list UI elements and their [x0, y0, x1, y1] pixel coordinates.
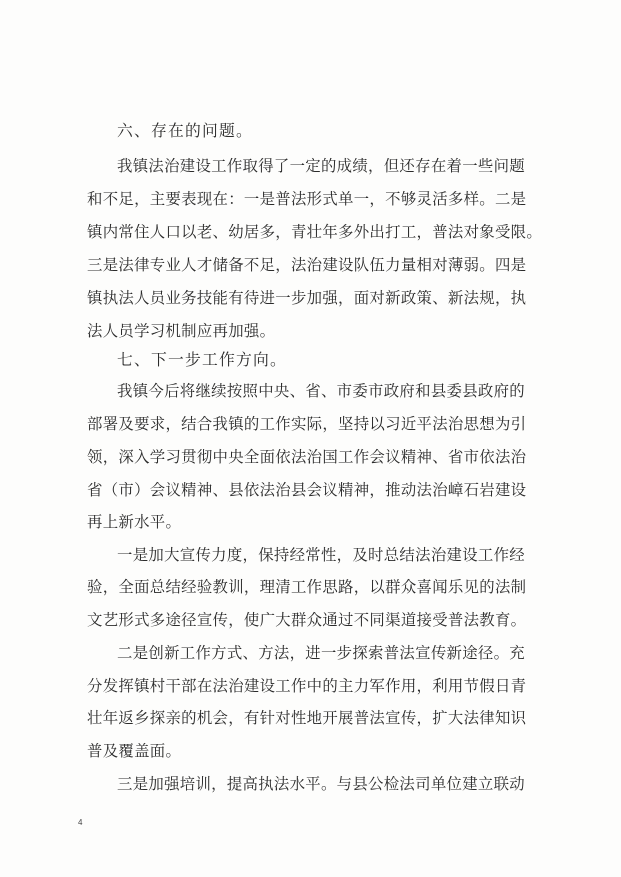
- section-heading-problems: 六、存在的问题。: [117, 121, 253, 140]
- page-number: 4: [78, 818, 83, 827]
- paragraph-line: 部署及要求，结合我镇的工作实际，坚持以习近平法治思想为引: [87, 415, 527, 433]
- paragraph-line: 我镇今后将继续按照中央、省、市委市政府和县委县政府的: [117, 382, 525, 400]
- paragraph-line: 领，深入学习贯彻中央全面依法治国工作会议精神、省市依法治: [87, 448, 527, 466]
- paragraph-line: 省（市）会议精神、县依法治县会议精神，推动法治嶂石岩建设: [87, 481, 527, 499]
- paragraph-line: 文艺形式多途径宣传，使广大群众通过不同渠道接受普法教育。: [87, 611, 527, 629]
- paragraph-line: 壮年返乡探亲的机会，有针对性地开展普法宣传，扩大法律知识: [87, 709, 527, 727]
- paragraph-line: 镇执法人员业务技能有待进一步加强，面对新政策、新法规，执: [87, 289, 527, 307]
- section-heading-next-steps: 七、下一步工作方向。: [117, 350, 287, 369]
- paragraph-line: 和不足，主要表现在：一是普法形式单一，不够灵活多样。二是: [87, 190, 527, 208]
- paragraph-line: 三是加强培训，提高执法水平。与县公检法司单位建立联动: [117, 775, 525, 793]
- paragraph-line: 我镇法治建设工作取得了一定的成绩，但还存在着一些问题: [117, 157, 525, 175]
- paragraph-line: 普及覆盖面。: [87, 742, 182, 760]
- paragraph-line: 二是创新工作方式、方法，进一步探索普法宣传新途径。充: [117, 644, 525, 662]
- paragraph-line: 三是法律专业人才储备不足，法治建设队伍力量相对薄弱。四是: [87, 256, 527, 274]
- paragraph-line: 法人员学习机制应再加强。: [87, 322, 276, 340]
- paragraph-line: 一是加大宣传力度，保持经常性，及时总结法治建设工作经: [117, 546, 525, 564]
- paragraph-line: 镇内常住人口以老、幼居多，青壮年多外出打工，普法对象受限。: [87, 223, 543, 241]
- paragraph-line: 验，全面总结经验教训，理清工作思路，以群众喜闻乐见的法制: [87, 578, 527, 596]
- paragraph-line: 分发挥镇村干部在法治建设工作中的主力军作用，利用节假日青: [87, 677, 527, 695]
- paragraph-line: 再上新水平。: [87, 513, 182, 531]
